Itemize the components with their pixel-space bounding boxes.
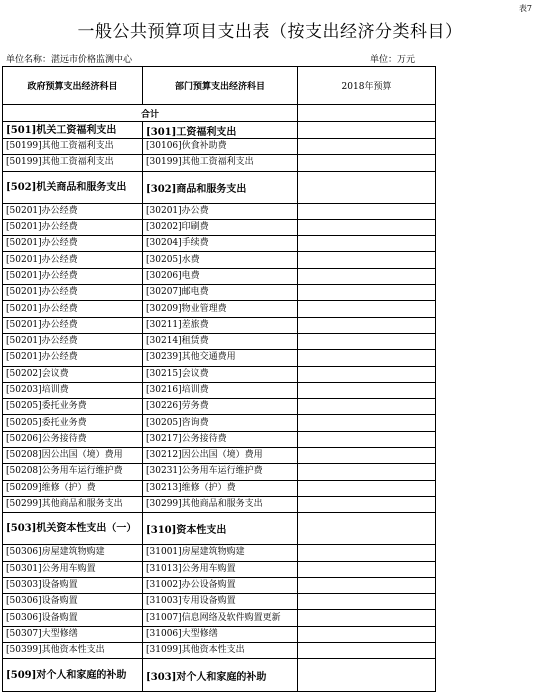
dept-subject-cell: [31001]房屋建筑物购建 <box>143 545 298 561</box>
dept-subject-cell: [30226]劳务费 <box>143 399 298 415</box>
gov-subject-cell: [50306]设备购置 <box>3 594 143 610</box>
dept-subject-cell: [30212]因公出国（境）费用 <box>143 448 298 464</box>
table-row <box>3 301 436 317</box>
budget-amount-cell <box>298 268 436 284</box>
table-row <box>3 219 436 235</box>
budget-amount-cell <box>298 545 436 561</box>
table-row <box>3 448 436 464</box>
unit-name-line <box>6 52 132 65</box>
section-amount <box>298 171 436 203</box>
gov-subject-cell: [50208]因公出国（境）费用 <box>3 448 143 464</box>
gov-subject-cell: [50201]办公经费 <box>3 285 143 301</box>
gov-subject-cell: [50201]办公经费 <box>3 268 143 284</box>
gov-subject-cell: [50306]房屋建筑物购建 <box>3 545 143 561</box>
unit-line <box>370 52 415 65</box>
table-row <box>3 496 436 512</box>
budget-amount-cell <box>298 561 436 577</box>
dept-subject-cell: [31006]大型修缮 <box>143 626 298 642</box>
section-gov-subject: [509]对个人和家庭的补助 <box>3 659 143 692</box>
section-row <box>3 513 436 545</box>
table-row <box>3 382 436 398</box>
dept-subject-cell: [31003]专用设备购置 <box>143 594 298 610</box>
budget-amount-cell <box>298 399 436 415</box>
table-row <box>3 431 436 447</box>
dept-subject-cell: [30211]差旅费 <box>143 317 298 333</box>
budget-amount-cell <box>298 415 436 431</box>
gov-subject-cell: [50306]设备购置 <box>3 610 143 626</box>
gov-subject-cell: [50201]办公经费 <box>3 219 143 235</box>
section-dept-subject: [302]商品和服务支出 <box>143 171 298 203</box>
table-row <box>3 464 436 480</box>
section-gov-subject: [502]机关商品和服务支出 <box>3 171 143 203</box>
dept-subject-cell: [30299]其他商品和服务支出 <box>143 496 298 512</box>
gov-subject-cell: [50399]其他资本性支出 <box>3 643 143 659</box>
total-amount <box>298 105 436 122</box>
dept-subject-cell: [30213]维修（护）费 <box>143 480 298 496</box>
budget-amount-cell <box>298 626 436 642</box>
unit-name-label: 单位名称： <box>6 55 52 65</box>
dept-subject-cell: [30204]手续费 <box>143 236 298 252</box>
dept-subject-cell: [30239]其他交通费用 <box>143 350 298 366</box>
table-row <box>3 203 436 219</box>
gov-subject-cell: [50205]委托业务费 <box>3 399 143 415</box>
dept-subject-cell: [30217]公务接待费 <box>143 431 298 447</box>
budget-amount-cell <box>298 252 436 268</box>
dept-subject-cell: [30199]其他工资福利支出 <box>143 155 298 171</box>
dept-subject-cell: [31002]办公设备购置 <box>143 577 298 593</box>
table-row <box>3 545 436 561</box>
section-gov-subject: [501]机关工资福利支出 <box>3 122 143 139</box>
table-row <box>3 350 436 366</box>
header-dept-subject: 部门预算支出经济科目 <box>143 67 298 105</box>
gov-subject-cell: [50201]办公经费 <box>3 317 143 333</box>
unit-label: 单位： <box>369 55 397 65</box>
section-row <box>3 171 436 203</box>
dept-subject-cell: [30216]培训费 <box>143 382 298 398</box>
gov-subject-cell: [50201]办公经费 <box>3 252 143 268</box>
section-dept-subject: [301]工资福利支出 <box>143 122 298 139</box>
total-row <box>3 105 436 122</box>
gov-subject-cell: [50301]公务用车购置 <box>3 561 143 577</box>
dept-subject-cell: [30206]电费 <box>143 268 298 284</box>
dept-subject-cell: [30209]物业管理费 <box>143 301 298 317</box>
table-row <box>3 480 436 496</box>
gov-subject-cell: [50201]办公经费 <box>3 350 143 366</box>
gov-subject-cell: [50307]大型修缮 <box>3 626 143 642</box>
table-row <box>3 155 436 171</box>
table-row <box>3 643 436 659</box>
dept-subject-cell: [30205]水费 <box>143 252 298 268</box>
budget-amount-cell <box>298 317 436 333</box>
gov-subject-cell: [50201]办公经费 <box>3 203 143 219</box>
table-number: 表7 <box>518 4 532 13</box>
budget-amount-cell <box>298 333 436 349</box>
gov-subject-cell: [50205]委托业务费 <box>3 415 143 431</box>
dept-subject-cell: [31013]公务用车购置 <box>143 561 298 577</box>
budget-amount-cell <box>298 350 436 366</box>
dept-subject-cell: [30214]租赁费 <box>143 333 298 349</box>
unit-name: 湛远市价格监测中心 <box>51 55 133 65</box>
table-row <box>3 285 436 301</box>
dept-subject-cell: [30202]印刷费 <box>143 219 298 235</box>
gov-subject-cell: [50208]公务用车运行维护费 <box>3 464 143 480</box>
table-row <box>3 626 436 642</box>
budget-amount-cell <box>298 577 436 593</box>
gov-subject-cell: [50201]办公经费 <box>3 236 143 252</box>
expenditure-table <box>2 66 436 692</box>
section-dept-subject: [310]资本性支出 <box>143 513 298 545</box>
table-row <box>3 610 436 626</box>
dept-subject-cell: [30207]邮电费 <box>143 285 298 301</box>
budget-amount-cell <box>298 382 436 398</box>
gov-subject-cell: [50203]培训费 <box>3 382 143 398</box>
page-title: 一般公共预算项目支出表（按支出经济分类科目） <box>77 22 463 42</box>
section-row <box>3 659 436 692</box>
gov-subject-cell: [50206]公务接待费 <box>3 431 143 447</box>
budget-amount-cell <box>298 139 436 155</box>
section-row <box>3 122 436 139</box>
budget-amount-cell <box>298 203 436 219</box>
budget-amount-cell <box>298 431 436 447</box>
budget-amount-cell <box>298 480 436 496</box>
gov-subject-cell: [50199]其他工资福利支出 <box>3 155 143 171</box>
gov-subject-cell: [50303]设备购置 <box>3 577 143 593</box>
dept-subject-cell: [30201]办公费 <box>143 203 298 219</box>
header-gov-subject: 政府预算支出经济科目 <box>3 67 143 105</box>
table-row <box>3 561 436 577</box>
total-label: 合计 <box>3 105 298 122</box>
budget-amount-cell <box>298 448 436 464</box>
dept-subject-cell: [31099]其他资本性支出 <box>143 643 298 659</box>
gov-subject-cell: [50209]维修（护）费 <box>3 480 143 496</box>
dept-subject-cell: [30106]伙食补助费 <box>143 139 298 155</box>
table-row <box>3 399 436 415</box>
unit-value: 万元 <box>396 55 415 65</box>
gov-subject-cell: [50201]办公经费 <box>3 301 143 317</box>
budget-amount-cell <box>298 610 436 626</box>
budget-amount-cell <box>298 155 436 171</box>
budget-amount-cell <box>298 594 436 610</box>
header-row <box>3 67 436 105</box>
dept-subject-cell: [30231]公务用车运行维护费 <box>143 464 298 480</box>
budget-amount-cell <box>298 219 436 235</box>
dept-subject-cell: [30215]会议费 <box>143 366 298 382</box>
section-gov-subject: [503]机关资本性支出（一） <box>3 513 143 545</box>
budget-amount-cell <box>298 236 436 252</box>
budget-amount-cell <box>298 366 436 382</box>
dept-subject-cell: [30205]咨询费 <box>143 415 298 431</box>
table-row <box>3 577 436 593</box>
dept-subject-cell: [31007]信息网络及软件购置更新 <box>143 610 298 626</box>
table-row <box>3 268 436 284</box>
budget-amount-cell <box>298 496 436 512</box>
table-row <box>3 252 436 268</box>
table-row <box>3 594 436 610</box>
section-amount <box>298 122 436 139</box>
table-row <box>3 317 436 333</box>
budget-amount-cell <box>298 285 436 301</box>
budget-amount-cell <box>298 643 436 659</box>
table-row <box>3 333 436 349</box>
gov-subject-cell: [50299]其他商品和服务支出 <box>3 496 143 512</box>
section-amount <box>298 659 436 692</box>
gov-subject-cell: [50202]会议费 <box>3 366 143 382</box>
budget-amount-cell <box>298 301 436 317</box>
header-budget: 2018年预算 <box>298 67 436 105</box>
section-amount <box>298 513 436 545</box>
table-row <box>3 236 436 252</box>
section-dept-subject: [303]对个人和家庭的补助 <box>143 659 298 692</box>
table-row <box>3 415 436 431</box>
budget-amount-cell <box>298 464 436 480</box>
gov-subject-cell: [50201]办公经费 <box>3 333 143 349</box>
gov-subject-cell: [50199]其他工资福利支出 <box>3 139 143 155</box>
table-row <box>3 139 436 155</box>
table-row <box>3 366 436 382</box>
